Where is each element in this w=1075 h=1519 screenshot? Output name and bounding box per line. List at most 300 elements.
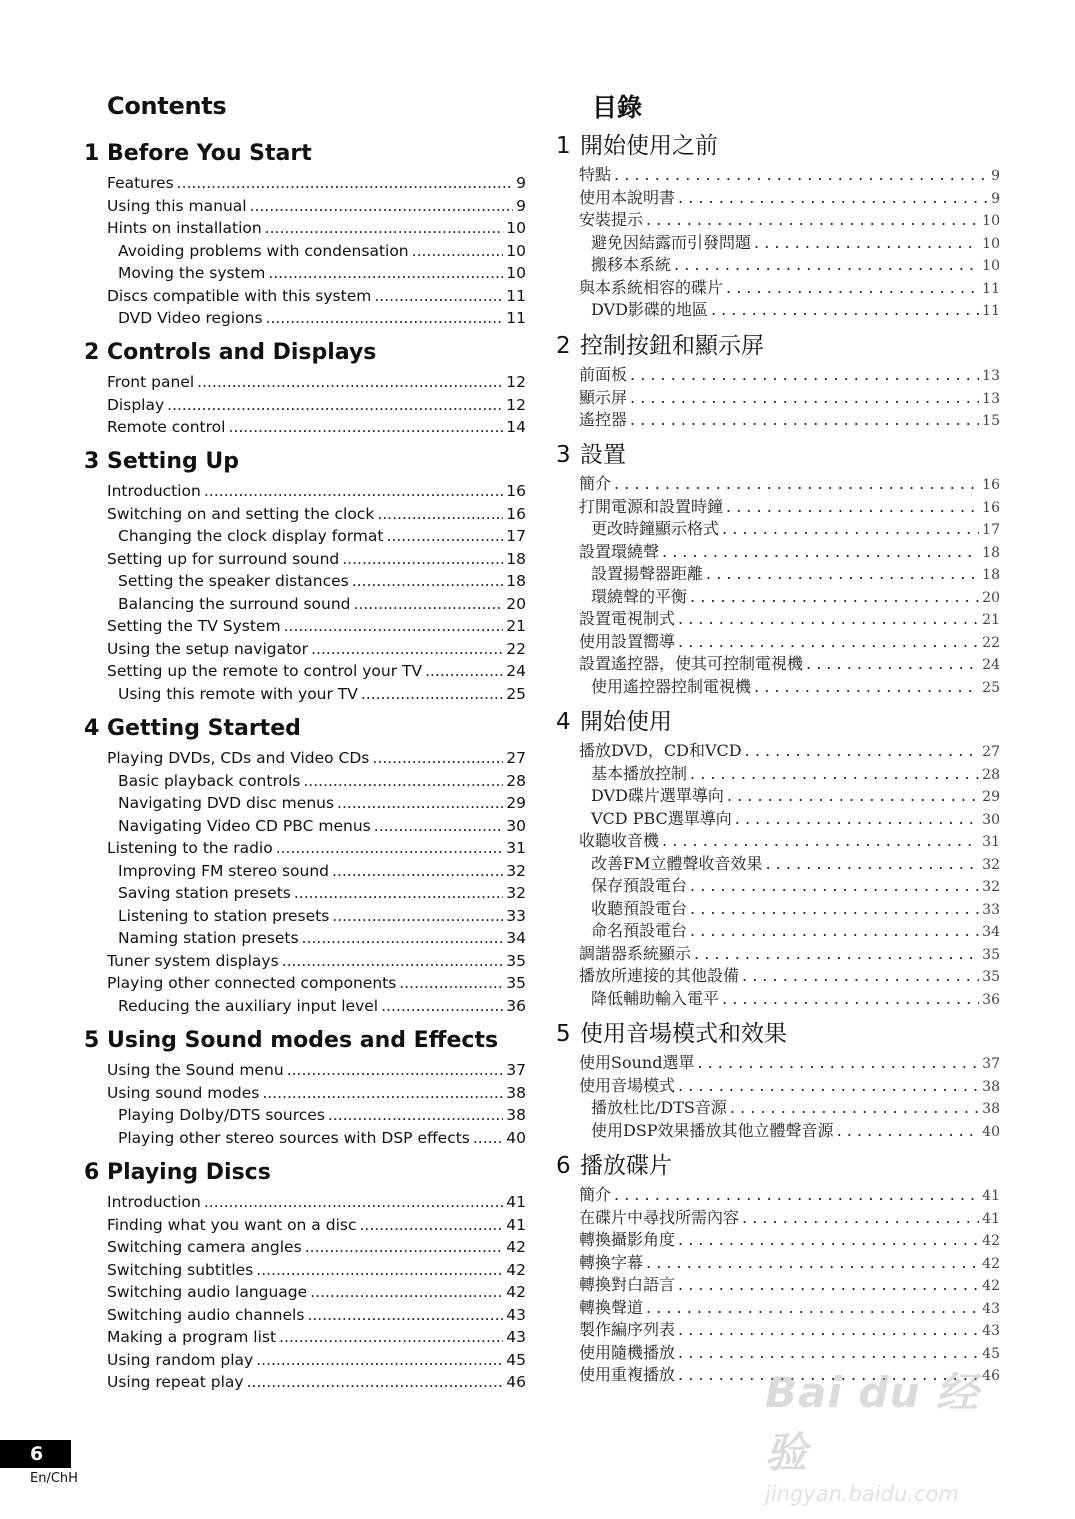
toc-entry[interactable] (556, 496, 1000, 519)
dot-leader (294, 882, 503, 905)
entry-label: Switching audio language (107, 1283, 308, 1301)
toc-entry[interactable] (84, 240, 526, 263)
section-number: 6 (84, 1160, 100, 1185)
toc-entry[interactable] (556, 1120, 1000, 1143)
toc-entry[interactable] (556, 1252, 1000, 1275)
entry-page-number: 30 (506, 816, 526, 835)
toc-entry[interactable] (84, 1214, 526, 1237)
entry-page-number: 32 (506, 861, 526, 880)
entry-page-number: 15 (982, 413, 1000, 429)
entry-label: Navigating Video CD PBC menus (118, 816, 371, 835)
dot-leader (374, 285, 503, 308)
toc-entry[interactable] (556, 473, 1000, 496)
section-heading (556, 437, 1000, 473)
section-heading (556, 328, 1000, 364)
toc-entry[interactable] (84, 815, 526, 838)
section-title: Playing Discs (107, 1160, 271, 1185)
entry-label: 使用Sound選單 (579, 1053, 695, 1072)
entry-page-number: 45 (506, 1350, 526, 1369)
dot-leader (247, 1371, 504, 1394)
section-number: 2 (84, 340, 100, 365)
dot-leader (754, 232, 979, 255)
toc-entry[interactable] (556, 608, 1000, 631)
toc-entry[interactable] (84, 371, 526, 394)
dot-leader (412, 240, 504, 263)
section-number: 5 (556, 1021, 571, 1047)
toc-entry[interactable] (556, 631, 1000, 654)
section-number: 5 (84, 1028, 100, 1053)
entry-label: 設置揚聲器距離 (591, 564, 704, 583)
toc-entry[interactable] (84, 1349, 526, 1372)
entry-page-number: 41 (506, 1215, 526, 1234)
dot-leader (332, 905, 503, 928)
entry-page-number: 18 (982, 567, 1000, 583)
toc-entry[interactable] (556, 898, 1000, 921)
dot-leader (328, 1104, 503, 1127)
toc-entry[interactable] (84, 307, 526, 330)
entry-label: Using random play (107, 1350, 254, 1369)
entry-page-number: 46 (506, 1373, 526, 1391)
entry-page-number: 38 (506, 1083, 526, 1102)
entry-label: Display (107, 395, 165, 414)
entry-page-number: 42 (982, 1233, 1000, 1249)
toc-section-3 (556, 437, 1000, 698)
toc-entry[interactable] (84, 480, 526, 503)
entry-page-number: 18 (506, 572, 526, 590)
toc-entry[interactable] (84, 416, 526, 439)
entry-label: Switching camera angles (107, 1238, 302, 1256)
entry-page-number: 18 (982, 544, 1000, 561)
dot-leader (425, 660, 503, 683)
dot-leader (307, 1304, 503, 1327)
entry-label: 簡介 (579, 1185, 612, 1204)
entry-page-number: 46 (982, 1368, 1000, 1384)
entry-label: 降低輔助輸入電平 (591, 988, 720, 1008)
toc-entry[interactable] (84, 1304, 526, 1327)
section-heading (556, 704, 1000, 740)
toc-entry[interactable] (84, 1059, 526, 1082)
toc-section-1 (84, 136, 526, 330)
toc-entry[interactable] (556, 364, 1000, 387)
toc-entry[interactable] (556, 920, 1000, 943)
section-number: 3 (556, 442, 571, 468)
dot-leader (614, 1184, 979, 1207)
toc-entry[interactable] (84, 570, 526, 593)
entry-label: Using the setup navigator (107, 639, 309, 658)
entry-label: Finding what you want on a disc (107, 1215, 357, 1234)
entry-page-number: 22 (506, 639, 526, 658)
toc-entry[interactable] (556, 1075, 1000, 1098)
dot-leader (197, 371, 503, 394)
watermark-logo: Bai du 经验 (765, 1368, 979, 1477)
toc-entry[interactable] (556, 586, 1000, 609)
entry-page-number: 29 (982, 789, 1000, 805)
toc-entry[interactable] (556, 1097, 1000, 1120)
entry-page-number: 33 (506, 906, 526, 925)
toc-entry[interactable] (84, 927, 526, 950)
toc-entry[interactable] (556, 988, 1000, 1011)
section-number: 6 (556, 1153, 571, 1179)
entry-page-number: 9 (991, 190, 1000, 207)
toc-entry[interactable] (84, 1326, 526, 1349)
toc-entry[interactable] (556, 299, 1000, 322)
section-number: 2 (556, 333, 571, 359)
entry-page-number: 37 (982, 1056, 1000, 1072)
entry-label: Listening to the radio (107, 839, 273, 857)
entry-label: 轉換攝影角度 (579, 1230, 676, 1249)
toc-entry[interactable] (556, 1229, 1000, 1252)
entry-page-number: 13 (982, 390, 1000, 407)
toc-entry[interactable] (84, 1259, 526, 1282)
dot-leader (204, 1191, 503, 1214)
entry-page-number: 27 (982, 744, 1000, 760)
toc-entry[interactable] (556, 1297, 1000, 1320)
entry-page-number: 45 (982, 1345, 1000, 1362)
dot-leader (377, 503, 503, 526)
entry-page-number: 32 (982, 856, 1000, 873)
toc-entry[interactable] (84, 172, 526, 195)
dot-leader (630, 364, 979, 387)
toc-entry[interactable] (84, 995, 526, 1018)
entry-page-number: 18 (506, 549, 526, 568)
toc-entry[interactable] (556, 676, 1000, 699)
dot-leader (806, 653, 979, 676)
contents-title-zh: 目錄 (592, 93, 643, 122)
entry-page-number: 16 (506, 504, 526, 523)
toc-entry[interactable] (556, 853, 1000, 876)
entry-label: 設置遙控器，使其可控制電視機 (579, 654, 804, 673)
dot-leader (279, 1326, 503, 1349)
entry-page-number: 43 (982, 1323, 1000, 1339)
toc-entry[interactable] (84, 285, 526, 308)
entry-page-number: 28 (506, 771, 526, 790)
dot-leader (354, 593, 504, 616)
toc-entry[interactable] (84, 792, 526, 815)
entry-label: Saving station presets (118, 884, 291, 902)
entry-page-number: 41 (506, 1193, 526, 1211)
entry-page-number: 31 (506, 839, 526, 857)
entry-label: 安裝提示 (579, 210, 644, 229)
toc-entry[interactable] (556, 653, 1000, 676)
entry-page-number: 31 (982, 834, 1000, 850)
entry-page-number: 10 (982, 258, 1000, 274)
toc-entry[interactable] (84, 262, 526, 285)
dot-leader (646, 209, 979, 232)
toc-entry[interactable] (556, 254, 1000, 277)
toc-entry[interactable] (556, 187, 1000, 210)
dot-leader (646, 1252, 979, 1275)
entry-page-number: 27 (506, 749, 526, 767)
entry-page-number: 21 (982, 612, 1000, 628)
toc-entry[interactable] (84, 1104, 526, 1127)
toc-entry[interactable] (556, 387, 1000, 410)
entry-label: Using this remote with your TV (118, 684, 358, 703)
toc-section-6 (556, 1148, 1000, 1387)
toc-section-3 (84, 444, 526, 705)
toc-entry[interactable] (556, 563, 1000, 586)
entry-label: 使用DSP效果播放其他立體聲音源 (591, 1120, 834, 1140)
toc-entry[interactable] (84, 950, 526, 973)
dot-leader (311, 638, 503, 661)
toc-entry[interactable] (556, 830, 1000, 853)
toc-entry[interactable] (84, 394, 526, 417)
dot-leader (690, 586, 979, 609)
section-number: 4 (556, 709, 571, 735)
toc-entry[interactable] (556, 518, 1000, 541)
toc-section-5 (556, 1016, 1000, 1142)
dot-leader (722, 988, 979, 1011)
toc-entry[interactable] (556, 164, 1000, 187)
entry-label: 收聽預設電台 (591, 898, 688, 918)
entry-label: 設置電視制式 (579, 609, 676, 628)
entry-page-number: 34 (506, 929, 526, 947)
entry-label: Using this manual (107, 196, 247, 215)
entry-page-number: 38 (506, 1106, 526, 1124)
dot-leader (678, 1229, 979, 1252)
entry-label: 環繞聲的平衡 (591, 586, 688, 606)
toc-entry[interactable] (556, 965, 1000, 988)
entry-label: 調諧器系統顯示 (579, 943, 692, 963)
toc-entry[interactable] (556, 740, 1000, 763)
toc-section-1 (556, 128, 1000, 322)
dot-leader (228, 416, 503, 439)
dot-leader (727, 785, 979, 808)
entry-page-number: 35 (982, 946, 1000, 963)
dot-leader (305, 1236, 504, 1259)
entry-label: DVD碟片選單導向 (591, 786, 724, 805)
dot-leader (342, 548, 503, 571)
section-heading (84, 335, 526, 371)
dot-leader (726, 277, 979, 300)
page-number: 6 (0, 1440, 71, 1468)
entry-page-number: 40 (506, 1128, 526, 1147)
toc-entry[interactable] (84, 1281, 526, 1304)
entry-page-number: 42 (506, 1238, 526, 1256)
entry-label: DVD Video regions (118, 309, 263, 327)
toc-entry[interactable] (84, 638, 526, 661)
section-title: Before You Start (107, 141, 312, 166)
entry-page-number: 29 (506, 794, 526, 812)
dot-leader (722, 518, 979, 541)
dot-leader (372, 747, 503, 770)
entry-page-number: 9 (516, 174, 526, 192)
toc-entry[interactable] (556, 785, 1000, 808)
dot-leader (706, 563, 979, 586)
toc-entry[interactable] (84, 1191, 526, 1214)
dot-leader (266, 307, 504, 330)
toc-entry[interactable] (84, 1082, 526, 1105)
entry-page-number: 11 (506, 286, 526, 305)
dot-leader (754, 676, 979, 699)
dot-leader (337, 792, 503, 815)
entry-page-number: 28 (982, 766, 1000, 783)
entry-page-number: 13 (982, 368, 1000, 384)
entry-label: 簡介 (579, 474, 612, 493)
dot-leader (177, 172, 513, 195)
entry-label: Improving FM stereo sound (118, 861, 330, 880)
dot-leader (381, 995, 503, 1018)
entry-label: 搬移本系統 (591, 255, 672, 274)
entry-label: 在碟片中尋找所需內容 (579, 1207, 740, 1227)
dot-leader (630, 387, 979, 410)
dot-leader (374, 815, 504, 838)
entry-page-number: 42 (982, 1278, 1000, 1294)
dot-leader (361, 683, 503, 706)
toc-entry[interactable] (84, 615, 526, 638)
entry-label: 使用本說明書 (579, 187, 676, 207)
entry-label: 命名預設電台 (591, 921, 688, 940)
entry-label: 避免因結露而引發問題 (591, 232, 752, 252)
entry-page-number: 41 (982, 1210, 1000, 1227)
toc-section-2 (84, 335, 526, 439)
toc-entry[interactable] (84, 972, 526, 995)
entry-label: Basic playback controls (118, 771, 301, 790)
toc-entry[interactable] (556, 541, 1000, 564)
entry-page-number: 34 (982, 924, 1000, 940)
dot-leader (386, 525, 503, 548)
toc-entry[interactable] (84, 882, 526, 905)
entry-page-number: 38 (982, 1078, 1000, 1095)
entry-page-number: 16 (506, 482, 526, 500)
language-code: En/ChH (30, 1471, 78, 1486)
dot-leader (735, 808, 979, 831)
dot-leader (614, 473, 979, 496)
toc-entry[interactable] (84, 1371, 526, 1394)
entry-label: Using sound modes (107, 1083, 260, 1102)
dot-leader (837, 1120, 980, 1143)
toc-entry[interactable] (556, 1274, 1000, 1297)
entry-label: Switching on and setting the clock (107, 504, 375, 523)
toc-entry[interactable] (556, 277, 1000, 300)
toc-entry[interactable] (84, 503, 526, 526)
toc-entry[interactable] (84, 1236, 526, 1259)
toc-entry[interactable] (84, 525, 526, 548)
entry-page-number: 35 (506, 974, 526, 992)
toc-entry[interactable] (556, 943, 1000, 966)
entry-label: Playing Dolby/DTS sources (118, 1106, 325, 1124)
entry-page-number: 16 (982, 499, 1000, 516)
dot-leader (697, 1052, 979, 1075)
toc-entry[interactable] (556, 1319, 1000, 1342)
section-title: 開始使用之前 (580, 133, 718, 159)
toc-entry[interactable] (84, 837, 526, 860)
toc-entry[interactable] (84, 860, 526, 883)
toc-entry[interactable] (556, 1052, 1000, 1075)
entry-page-number: 16 (982, 477, 1000, 493)
toc-entry[interactable] (84, 195, 526, 218)
toc-section-5 (84, 1023, 526, 1149)
entry-label: Using repeat play (107, 1373, 244, 1391)
toc-entry[interactable] (84, 747, 526, 770)
entry-page-number: 10 (982, 213, 1000, 229)
entry-page-number: 9 (516, 196, 526, 215)
toc-entry[interactable] (556, 209, 1000, 232)
section-number: 4 (84, 716, 100, 741)
toc-entry[interactable] (556, 1184, 1000, 1207)
toc-entry[interactable] (556, 875, 1000, 898)
entry-label: 播放杜比/DTS音源 (591, 1098, 727, 1117)
entry-page-number: 42 (506, 1260, 526, 1279)
toc-section-2 (556, 328, 1000, 432)
entry-page-number: 43 (506, 1305, 526, 1324)
toc-entry[interactable] (84, 217, 526, 240)
entry-label: 使用設置嚮導 (579, 631, 676, 651)
toc-entry[interactable] (556, 808, 1000, 831)
entry-label: Discs compatible with this system (107, 286, 372, 305)
toc-entry[interactable] (84, 660, 526, 683)
toc-section-4 (84, 711, 526, 1017)
entry-label: 收聽收音機 (579, 831, 660, 850)
entry-page-number: 10 (982, 235, 1000, 252)
entry-label: 保存預設電台 (591, 876, 688, 895)
dot-leader (742, 1207, 979, 1230)
toc-entry[interactable] (84, 593, 526, 616)
entry-label: 轉換聲道 (579, 1297, 644, 1317)
entry-page-number: 43 (982, 1300, 1000, 1317)
dot-leader (678, 187, 988, 210)
entry-label: 顯示屏 (579, 387, 628, 407)
section-title: 使用音場模式和效果 (580, 1021, 787, 1047)
toc-entry[interactable] (556, 409, 1000, 432)
toc-entry[interactable] (84, 770, 526, 793)
dot-leader (690, 920, 979, 943)
section-title: Setting Up (107, 449, 240, 474)
entry-page-number: 11 (506, 309, 526, 327)
section-title: 設置 (580, 442, 626, 468)
entry-label: Hints on installation (107, 219, 262, 237)
dot-leader (399, 972, 503, 995)
entry-label: 使用重複播放 (579, 1365, 676, 1384)
dot-leader (310, 1281, 503, 1304)
toc-entry[interactable] (84, 1127, 526, 1150)
entry-label: Introduction (107, 1193, 201, 1211)
dot-leader (614, 164, 988, 187)
toc-entry[interactable] (556, 1207, 1000, 1230)
entry-page-number: 42 (982, 1255, 1000, 1272)
entry-page-number: 36 (982, 991, 1000, 1008)
dot-leader (730, 1097, 979, 1120)
toc-entry[interactable] (84, 548, 526, 571)
dot-leader (690, 763, 979, 786)
dot-leader (359, 1214, 503, 1237)
section-heading (556, 128, 1000, 164)
section-heading (84, 711, 526, 747)
entry-page-number: 30 (982, 811, 1000, 828)
toc-entry[interactable] (556, 232, 1000, 255)
entry-label: Moving the system (118, 264, 266, 282)
entry-label: 使用遙控器控制電視機 (591, 676, 752, 696)
entry-label: 前面板 (579, 365, 628, 384)
entry-label: Changing the clock display format (118, 527, 384, 545)
toc-entry[interactable] (556, 763, 1000, 786)
entry-label: Introduction (107, 482, 201, 500)
dot-leader (745, 740, 980, 763)
entry-page-number: 11 (982, 280, 1000, 297)
entry-page-number: 43 (506, 1328, 526, 1346)
entry-page-number: 35 (982, 969, 1000, 985)
watermark-url: jingyan.baidu.com (765, 1482, 959, 1506)
entry-page-number: 25 (982, 679, 1000, 696)
toc-entry[interactable] (84, 683, 526, 706)
entry-page-number: 12 (506, 395, 526, 414)
dot-leader (662, 830, 979, 853)
entry-page-number: 32 (506, 884, 526, 902)
toc-entry[interactable] (84, 905, 526, 928)
entry-label: 使用音場模式 (579, 1075, 676, 1095)
dot-leader (690, 875, 979, 898)
contents-title: Contents (107, 92, 227, 120)
entry-label: Setting the speaker distances (118, 572, 349, 590)
